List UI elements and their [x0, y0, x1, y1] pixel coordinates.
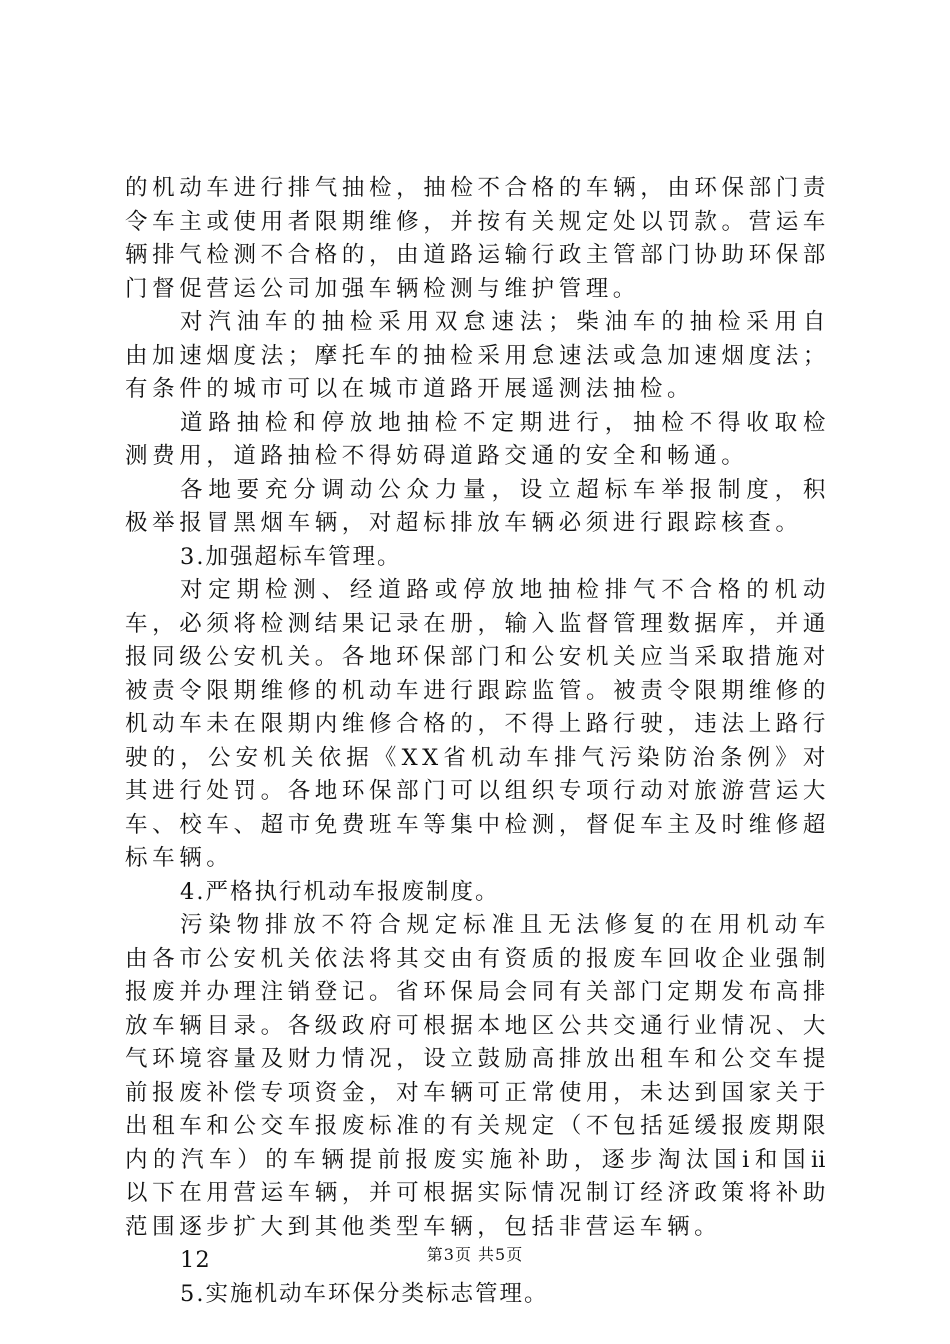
body-paragraph: 对定期检测、经道路或停放地抽检排气不合格的机动车，必须将检测结果记录在册，输入监督管理数据库，并通报同级公安机关。各地环保部门和公安机关应当采取措施对被责令限期维修的机动车进行跟踪监管。被责令限期维修的机动车未在限期内维修合格的，不得上路行驶，违法上路行驶的，公安机关依据《XX省机动车排气污染防治条例》对其进行处罚。各地环保部门可以组织专项行动对旅游营运大车、校车、超市免费班车等集中检测，督促车主及时维修超标车辆。: [125, 577, 830, 871]
body-paragraph: 污染物排放不符合规定标准且无法修复的在用机动车由各市公安机关依法将其交由有资质的报废车回收企业强制报废并办理注销登记。省环保局会同有关部门定期发布高排放车辆目录。各级政府可根据本地区公共交通行业情况、大气环境容量及财力情况，设立鼓励高排放出租车和公交车提前报废补偿专项资金，对车辆可正常使用，未达到国家关于出租车和公交车报废标准的有关规定（不包括延缓报废期限内的汽车）的车辆提前报废实施补助，逐步淘汰国ⅰ和国ⅱ以下在用营运车辆，并可根据实际情况制订经济政策将补助范围逐步扩大到其他类型车辆，包括非营运车辆。: [125, 912, 830, 1240]
section-heading: 3.加强超标车管理。: [180, 543, 402, 570]
body-paragraph: 道路抽检和停放地抽检不定期进行，抽检不得收取检测费用，道路抽检不得妨碍道路交通的安全和畅通。: [125, 409, 830, 469]
body-paragraph: 的机动车进行排气抽检，抽检不合格的车辆，由环保部门责令车主或使用者限期维修，并按有关规定处以罚款。营运车辆排气检测不合格的，由道路运输行政主管部门协助环保部门督促营运公司加强车辆检测与维护管理。: [125, 175, 830, 302]
body-paragraph: 对汽油车的抽检采用双怠速法；柴油车的抽检采用自由加速烟度法；摩托车的抽检采用怠速法或急加速烟度法；有条件的城市可以在城市道路开展遥测法抽检。: [125, 309, 830, 402]
section-heading: 5.实施机动车环保分类标志管理。: [180, 1280, 549, 1307]
inline-number: 12: [180, 1247, 211, 1273]
section-heading: 4.严格执行机动车报废制度。: [180, 878, 500, 905]
page-footer: 第3页 共5页: [426, 1245, 524, 1264]
document-body: [125, 172, 830, 1311]
body-paragraph: 各地要充分调动公众力量，设立超标车举报制度，积极举报冒黑烟车辆，对超标排放车辆必须进行跟踪核查。: [125, 476, 830, 536]
